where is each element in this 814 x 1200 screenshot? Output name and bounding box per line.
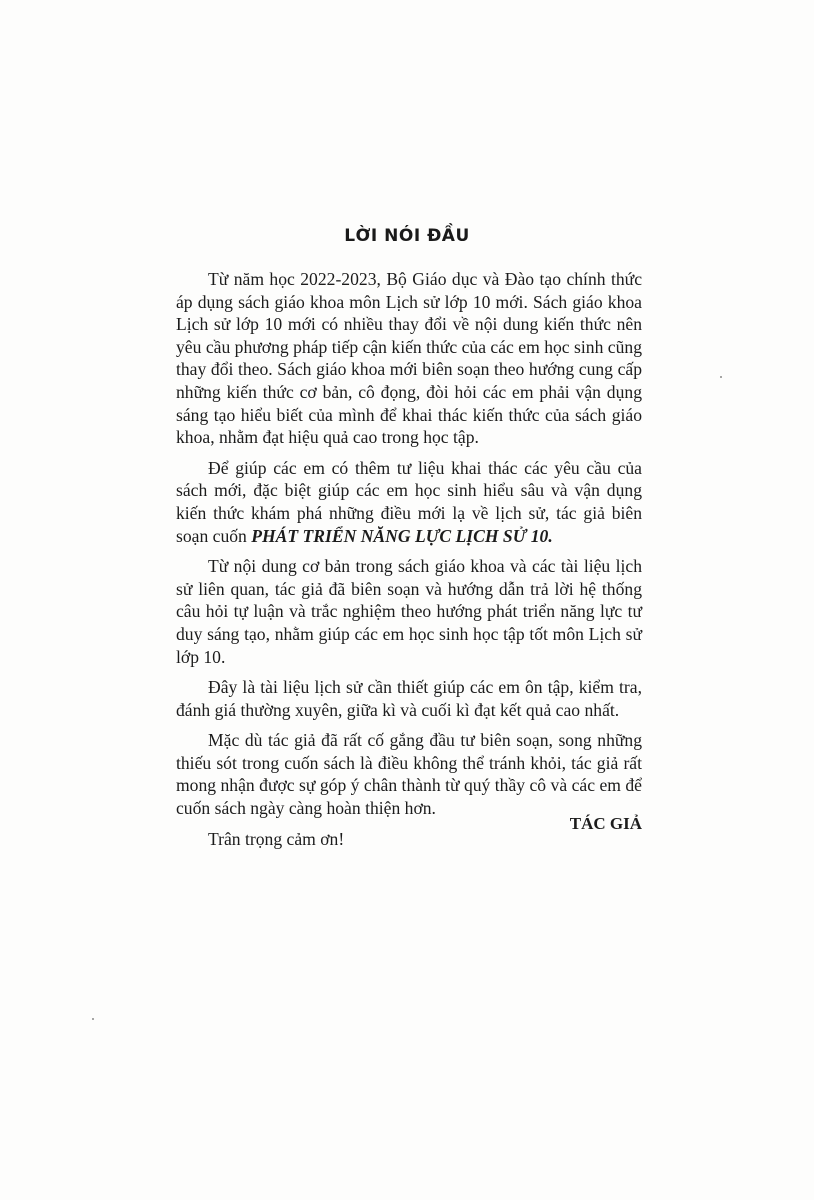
author-signature: TÁC GIẢ	[569, 814, 642, 833]
preface-body	[176, 268, 642, 858]
paragraph-4: Đây là tài liệu lịch sử cần thiết giúp các em ôn tập, kiểm tra, đánh giá thường xuyên, giữa kì và cuối kì đạt kết quả cao nhất.	[176, 677, 642, 720]
paragraph-5: Mặc dù tác giả đã rất cố gắng đầu tư biên soạn, song những thiếu sót trong cuốn sách là điều không thể tránh khỏi, tác giả rất mong nhận được sự góp ý chân thành từ quý thầy cô và các em để cuốn sách ngày càng hoàn thiện hơn.	[176, 730, 642, 819]
book-title: PHÁT TRIỂN NĂNG LỰC LỊCH SỬ 10.	[251, 525, 553, 546]
scan-speck	[92, 1018, 94, 1020]
page-title: LỜI NÓI ĐẦU	[344, 226, 470, 246]
paragraph-2	[176, 457, 642, 547]
paragraph-3: Từ nội dung cơ bản trong sách giáo khoa và các tài liệu lịch sử liên quan, tác giả đã biên soạn và hướng dẫn trả lời hệ thống câu hỏi tự luận và trắc nghiệm theo hướng phát triển năng lực tư duy sáng tạo, nhằm giúp các em học sinh học tập tốt môn Lịch sử lớp 10.	[176, 556, 642, 667]
paragraph-2-text: Để giúp các em có thêm tư liệu khai thác các yêu cầu của sách mới, đặc biệt giúp các em học sinh hiểu sâu và vận dụng kiến thức khám phá những điều mới lạ về lịch sử, tác giả biên soạn cuốn	[176, 457, 642, 546]
scan-speck	[720, 376, 722, 378]
closing-line: Trân trọng cảm ơn!	[208, 828, 345, 849]
paragraph-1: Từ năm học 2022-2023, Bộ Giáo dục và Đào tạo chính thức áp dụng sách giáo khoa môn Lịch sử lớp 10 mới. Sách giáo khoa Lịch sử lớp 10 mới có nhiều thay đổi về nội dung kiến thức nên yêu cầu phương pháp tiếp cận kiến thức của các em học sinh cũng thay đổi theo. Sách giáo khoa mới biên soạn theo hướng cung cấp những kiến thức cơ bản, cô đọng, đòi hỏi các em phải vận dụng sáng tạo hiểu biết của mình để khai thác kiến thức của sách giáo khoa, nhằm đạt hiệu quả cao trong học tập.	[176, 269, 642, 448]
